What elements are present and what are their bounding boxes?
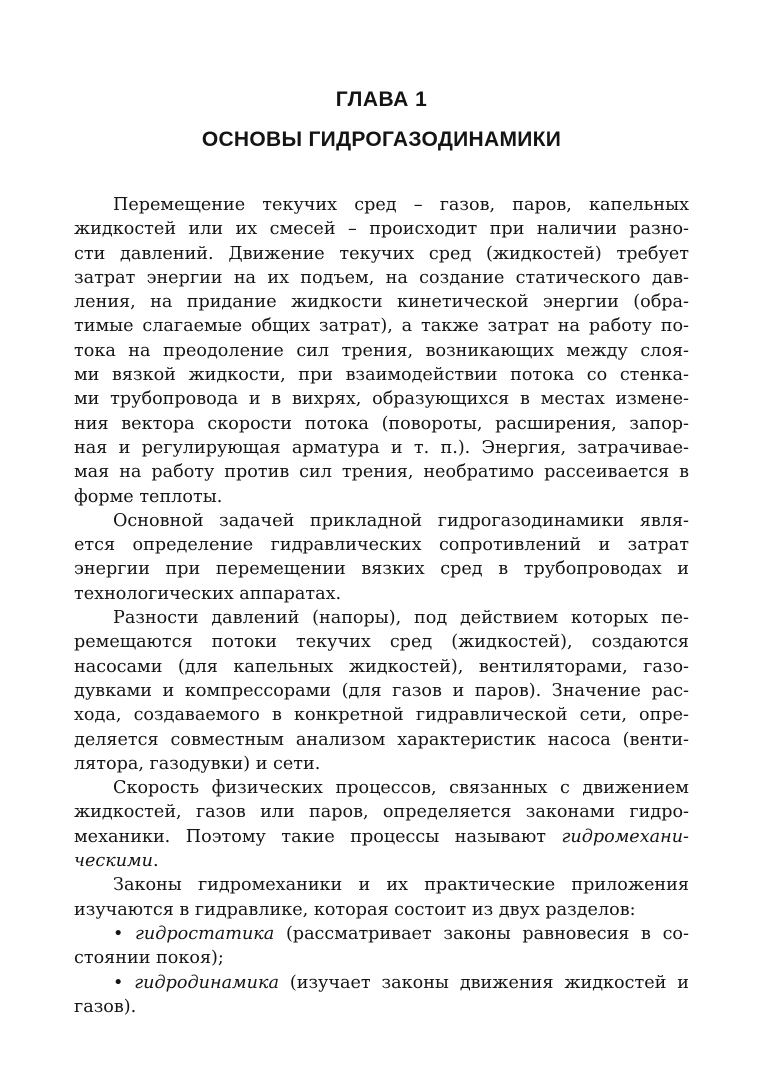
text-line: газов). [74,996,137,1017]
text-line: сти давлений. Движение текучих сред (жидкостей) требует [74,243,689,264]
text-line: Основной задачей прикладной гидрогазодинамики явля- [113,510,689,531]
italic-term: гидромехани- [561,826,689,847]
italic-term: гидростатика [135,923,275,944]
body-text [74,193,689,1019]
text-line: тока на преодоление сил трения, возникающих между слоя- [74,340,689,361]
text-line: ется определение гидравлических сопротивлений и затрат [74,535,689,556]
text-line: жидкостей или их смесей – происходит при наличии разно- [74,219,689,240]
text-line: Законы гидромеханики и их практические приложения [113,875,689,896]
text-line: лятора, газодувки) и сети. [74,753,321,774]
text-line: форме теплоты. [74,486,223,507]
text-fragment: (рассматривает законы равновесия в со- [274,923,689,944]
text-line: ми вязкой жидкости, при взаимодействии потока со стенка- [74,365,689,386]
text-line: стоянии покоя); [74,948,224,969]
text-line: мая на работу против сил трения, необратимо рассеивается в [74,462,689,483]
text-line: ремещаются потоки текучих сред (жидкостей), создаются [74,632,689,653]
chapter-title: ОСНОВЫ ГИДРОГАЗОДИНАМИКИ [201,128,562,151]
text-line [74,849,689,873]
text-fragment: (изучает законы движения жидкостей и [278,972,689,993]
text-fragment: механики. Поэтому такие процессы называют [74,826,562,847]
text-line: жидкостей, газов или паров, определяется законами гидро- [74,802,689,823]
chapter-number: ГЛАВА 1 [335,88,428,111]
text-line: тимые слагаемые общих затрат), а также затрат на работу по- [74,316,689,337]
text-line: Разности давлений (напоры), под действием которых пе- [113,608,689,629]
text-line: затрат энергии на их подъем, на создание статического дав- [74,267,689,288]
text-line: дувками и компрессорами (для газов и паров). Значение рас- [74,680,689,701]
text-line: ная и регулирующая арматура и т. п.). Энергия, затрачивае- [74,437,689,458]
text-line: Скорость физических процессов, связанных с движением [113,778,689,799]
text-line: деляется совместным анализом характеристик насоса (венти- [74,729,689,750]
text-line: ния вектора скорости потока (повороты, расширения, запор- [74,413,689,434]
text-fragment: • [113,923,136,944]
text-line: ления, на придание жидкости кинетической энергии (обра- [74,292,689,313]
text-line: Перемещение текучих сред – газов, паров, капельных [113,195,689,215]
italic-term: ческими [74,851,153,872]
text-line [74,825,689,849]
text-line: насосами (для капельных жидкостей), вентиляторами, газо- [74,656,689,677]
text-line: энергии при перемещении вязких сред в трубопроводах и [74,559,689,580]
text-line [74,971,689,995]
text-line: ми трубопровода и в вихрях, образующихся в местах измене- [74,389,689,410]
italic-term: гидродинамика [134,972,279,993]
text-fragment: • [113,972,135,993]
text-line: изучаются в гидравлике, которая состоит из двух разделов: [74,899,636,920]
text-line: хода, создаваемого в конкретной гидравлической сети, опре- [74,705,689,726]
text-fragment: . [152,851,159,872]
text-line [74,922,689,946]
text-line: технологических аппаратах. [74,583,342,604]
